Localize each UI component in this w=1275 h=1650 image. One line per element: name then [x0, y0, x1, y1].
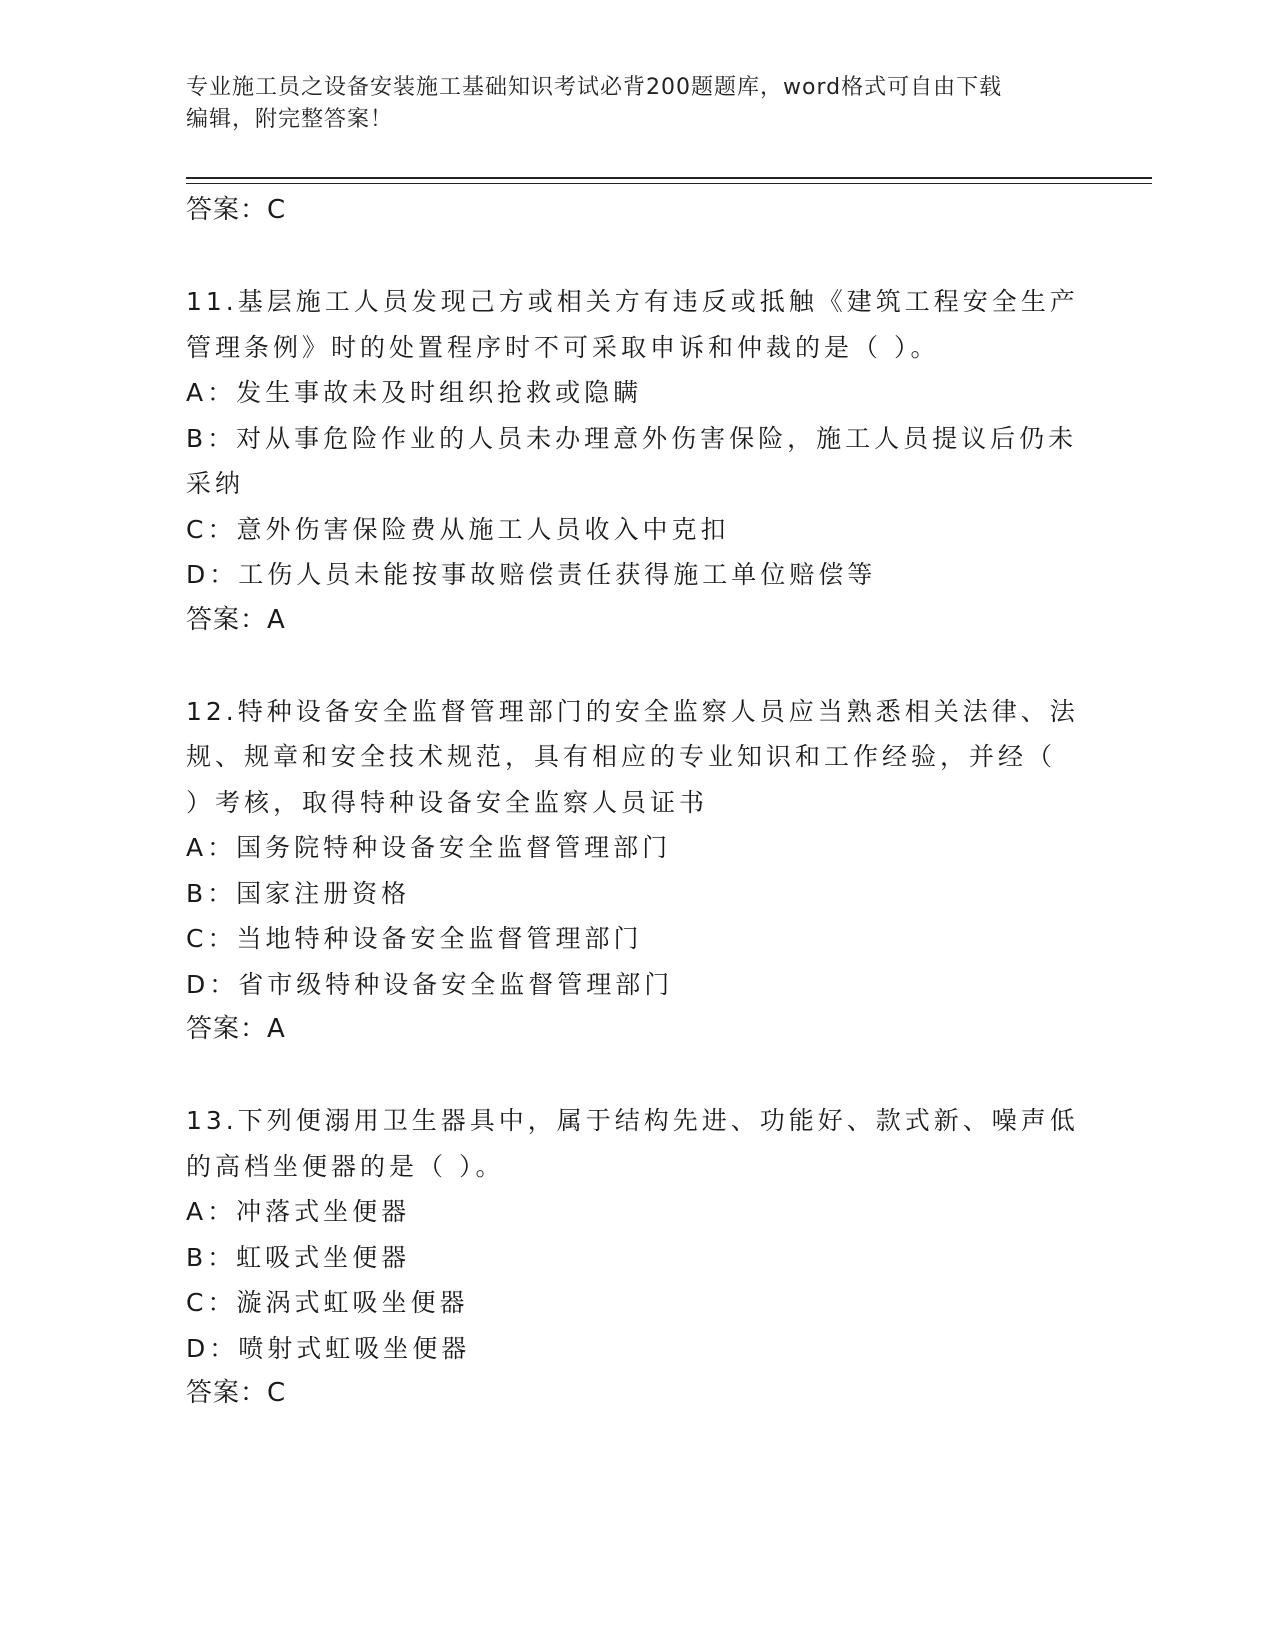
option-b: B：虹吸式坐便器: [186, 1242, 411, 1272]
answer: 答案：A: [186, 1014, 286, 1044]
question-12: [186, 689, 1086, 1053]
header-rule-thick: [186, 177, 1152, 179]
option-c: C：当地特种设备安全监督管理部门: [186, 924, 643, 953]
answer: 答案：C: [186, 1378, 287, 1408]
question-13: [186, 1098, 1086, 1417]
question-stem-line: 12.特种设备安全监督管理部门的安全监察人员应当熟悉相关法律、法: [186, 696, 1079, 726]
option-b: B：国家注册资格: [186, 878, 411, 908]
header-line-1: 专业施工员之设备安装施工基础知识考试必背200题题库，word格式可自由下载: [186, 75, 1003, 100]
question-stem-line: 管理条例》时的处置程序时不可采取申诉和仲裁的是（ ）。: [186, 332, 940, 362]
spacer: [186, 643, 1086, 689]
document-body: [186, 188, 1086, 1417]
option-d: D：工伤人员未能按事故赔偿责任获得施工单位赔偿等: [186, 560, 877, 589]
answer: 答案：A: [186, 604, 286, 635]
option-a: A：国务院特种设备安全监督管理部门: [186, 833, 672, 862]
question-stem-line: 的高档坐便器的是（ ）。: [186, 1151, 505, 1181]
spacer: [186, 1053, 1086, 1099]
option-c: C：漩涡式虹吸坐便器: [186, 1288, 469, 1317]
option-b-continued: 采纳: [186, 469, 245, 498]
option-a: A：冲落式坐便器: [186, 1197, 411, 1226]
question-stem-line: 规、规章和安全技术规范，具有相应的专业知识和工作经验，并经（: [186, 742, 1057, 771]
spacer: [186, 234, 1086, 280]
option-c: C：意外伤害保险费从施工人员收入中克扣: [186, 514, 730, 544]
document-header: [186, 72, 1086, 136]
previous-answer: 答案：C: [186, 195, 287, 225]
option-d: D：喷射式虹吸坐便器: [186, 1333, 471, 1363]
option-d: D：省市级特种设备安全监督管理部门: [186, 969, 674, 999]
header-rule-thin: [186, 183, 1152, 184]
question-stem-line: 13.下列便溺用卫生器具中，属于结构先进、功能好、款式新、噪声低: [186, 1106, 1079, 1135]
option-b: B：对从事危险作业的人员未办理意外伤害保险，施工人员提议后仍未: [186, 423, 1078, 453]
question-stem-line: 11.基层施工人员发现己方或相关方有违反或抵触《建筑工程安全生产: [186, 287, 1079, 316]
header-line-2: 编辑，附完整答案！: [186, 107, 394, 132]
question-stem-line: ）考核，取得特种设备安全监察人员证书: [186, 787, 709, 817]
option-a: A：发生事故未及时组织抢救或隐瞒: [186, 378, 643, 407]
question-11: [186, 279, 1086, 643]
